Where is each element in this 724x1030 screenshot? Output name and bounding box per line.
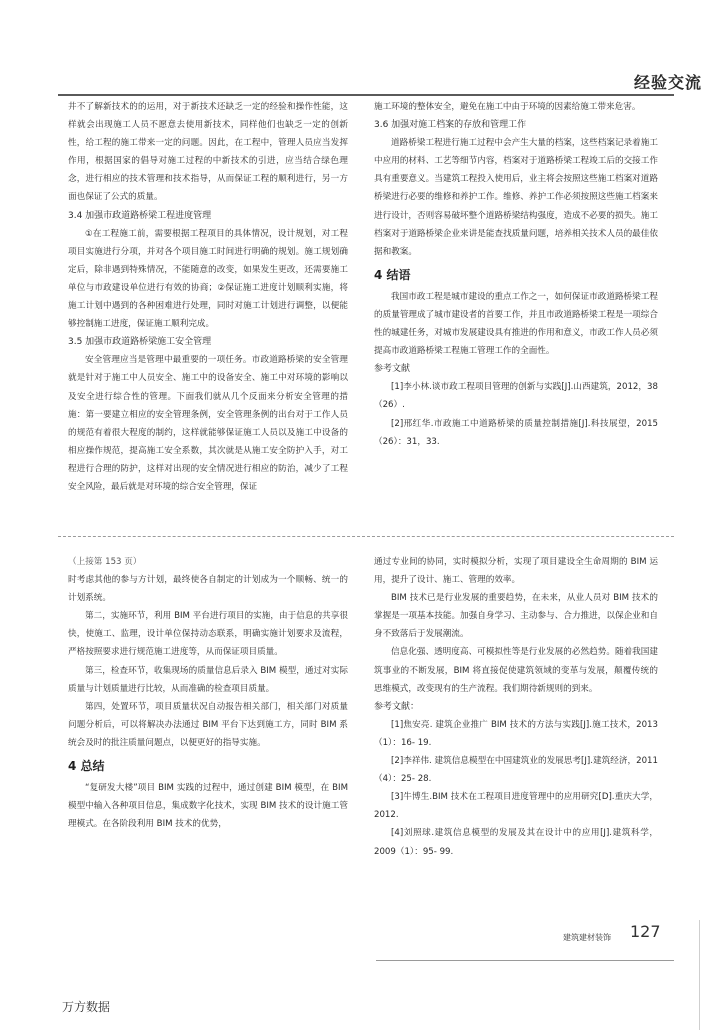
body-paragraph: BIM 技术已是行业发展的重要趋势，在未来，从业人员对 BIM 技术的掌握是一项基本技能。加强自身学习、主动参与、合力推进，以保企业和自身不致落后于发展潮流。 xyxy=(374,593,658,640)
article-divider xyxy=(58,536,674,537)
footer-rule xyxy=(376,960,674,961)
watermark-text: 万方数据 xyxy=(62,1000,111,1014)
reference-entry: [1]李小林.谈市政工程项目管理的创新与实践[J].山西建筑，2012，38（26）. xyxy=(374,382,658,411)
footer-journal-name: 建筑建材装饰 xyxy=(563,933,611,942)
chapter-heading: 4 结语 xyxy=(374,267,411,282)
header-rule xyxy=(58,94,674,96)
page-number: 127 xyxy=(630,922,661,941)
body-paragraph: 时考虑其他的参与方计划，最终使各自制定的计划成为一个顺畅、统一的计划系统。 xyxy=(68,575,348,604)
body-paragraph: 通过专业间的协同，实时模拟分析，实现了项目建设全生命周期的 BIM 运用，提升了设计、施工、管理的效率。 xyxy=(374,557,658,586)
column-bottom-left xyxy=(68,553,348,833)
reference-entry: [2]李祥伟. 建筑信息模型在中国建筑业的发展思考[J].建筑经济，2011（4）：25- 28. xyxy=(374,756,658,785)
section-heading: 3.5 加强市政道路桥梁施工安全管理 xyxy=(68,337,212,348)
section-title: 经验交流 xyxy=(633,73,702,92)
column-top-right xyxy=(374,98,658,451)
body-paragraph: 第二，实施环节，利用 BIM 平台进行项目的实施，由于信息的共享很快，使施工、监理，设计单位保持动态联系，明确实施计划要求及流程，严格按照要求进行规范施工进度等，从而保证项目质量。 xyxy=(68,611,348,658)
reference-entry: [1]焦安亮. 建筑企业推广 BIM 技术的方法与实践[J].施工技术，2013（1）：16- 19. xyxy=(374,719,658,748)
section-heading: 参考文献： xyxy=(374,701,420,712)
body-paragraph: 第四，处置环节，项目质量状况自动报告相关部门，相关部门对质量问题分析后，可以将解决办法通过 BIM 平台下达到施工方，同时 BIM 系统会及时的批注质量问题点，以便更好的指导实施。 xyxy=(68,701,348,748)
body-paragraph: 第三，检查环节，收集现场的质量信息后录入 BIM 模型，通过对实际质量与计划质量进行比较，从而准确的检查项目质量。 xyxy=(68,665,348,694)
reference-entry: [2]邢红华.市政施工中道路桥梁的质量控制措施[J].科技展望，2015（26）：31，33. xyxy=(374,418,658,447)
section-heading: 参考文献 xyxy=(374,364,411,375)
column-top-left xyxy=(68,98,348,496)
reference-entry: [3]牛博生.BIM 技术在工程项目进度管理中的应用研究[D].重庆大学，2012. xyxy=(374,792,658,821)
body-paragraph: 我国市政工程是城市建设的重点工作之一，如何保证市政道路桥梁工程的质量管理成了城市建设者的首要工作，并且市政道路桥梁工程是一项综合性的城建任务，对城市发展建设具有推进的作用和意义，市政工作人员必须提高市政道路桥梁工程施工管理工作的全面性。 xyxy=(374,291,658,357)
section-heading: 3.6 加强对施工档案的存放和管理工作 xyxy=(374,120,527,131)
body-paragraph: 施工环境的整体安全，避免在施工中由于环境的因素给施工带来危害。 xyxy=(374,102,641,112)
body-paragraph: 信息化强、透明度高、可模拟性等是行业发展的必然趋势。随着我国建筑事业的不断发展，BIM 将直接促使建筑领域的变革与发展，颠覆传统的思维模式，改变现有的生产流程。我们期待新规则的到来。 xyxy=(374,647,658,694)
body-paragraph: 道路桥梁工程进行施工过程中会产生大量的档案，这些档案记录着施工中应用的材料、工艺等细节内容，档案对于道路桥梁工程竣工后的交接工作具有重要意义。当建筑工程投入使用后，业主将会按照这些施工档案对道路桥梁进行必要的维修和养护工作。维修、养护工作必须按照这些施工档案来进行设计，否则容易破坏整个道路桥梁结构强度，造成不必要的损失。施工档案对于道路桥梁企业来讲是能查找质量问题，培养相关技术人员的最佳依据和教案。 xyxy=(374,138,658,257)
body-paragraph: 安全管理应当是管理中最重要的一项任务。市政道路桥梁的安全管理就是针对于施工中人员安全、施工中的设备安全、施工中对环境的影响以及安全进行综合性的管理。下面我们就从几个反面来分析安全管理的措施：第一要建立相应的安全管理条例，安全管理条例的出台对于工作人员的规范有着很大程度的制约，这样就能够保证施工人员以及施工中设备的相应操作规范，提高施工安全系数，其次就是从施工安全防护入手，对工程进行合理的防护，这样对出现的安全情况进行相应的防治，减少了工程安全风险，最后就是对环境的综合安全管理，保证 xyxy=(68,355,348,492)
body-paragraph: 井不了解新技术的的运用，对于新技术还缺乏一定的经验和操作性能，这样就会出现施工人员不愿意去使用新技术，同样他们也缺乏一定的创新性，给工程的施工带来一定的问题。因此，在工程中，管理人员应当发挥作用，根据国家的倡导对施工过程的中新技术的引进，应当结合绿色理念，进行相应的技术管理和技术指导，从而保证工程的顺利进行，另一方面也保证了公式的质量。 xyxy=(68,102,348,203)
column-bottom-right xyxy=(374,553,658,861)
page-edge-mark xyxy=(699,920,708,1030)
section-heading: 3.4 加强市政道路桥梁工程进度管理 xyxy=(68,210,212,221)
reference-entry: [4]刘照球.建筑信息模型的发展及其在设计中的应用[J].建筑科学，2009（1）：95- 99. xyxy=(374,828,658,857)
body-paragraph: ①在工程施工前，需要根据工程项目的具体情况，设计规划，对工程项目实施进行分项，并对各个项目施工时间进行明确的规划。施工规划确定后，除非遇到特殊情况，不能随意的改变，如果发生更改，还需要施工单位与市政建设单位进行有效的协商；②保证施工进度计划顺利实施，将施工计划中遇到的各种困难进行处理，同时对施工计划进行调整，以便能够控制施工进度，保证施工顺利完成。 xyxy=(68,228,348,330)
continued-note: （上接第 153 页） xyxy=(68,557,142,567)
chapter-heading: 4 总结 xyxy=(68,759,105,774)
body-paragraph: “复研发大楼”项目 BIM 实践的过程中，通过创建 BIM 模型，在 BIM 模型中输入各种项目信息，集成数字化技术，实现 BIM 技术的设计施工管理模式。在各阶段利用 BIM 技术的优势， xyxy=(68,783,348,830)
